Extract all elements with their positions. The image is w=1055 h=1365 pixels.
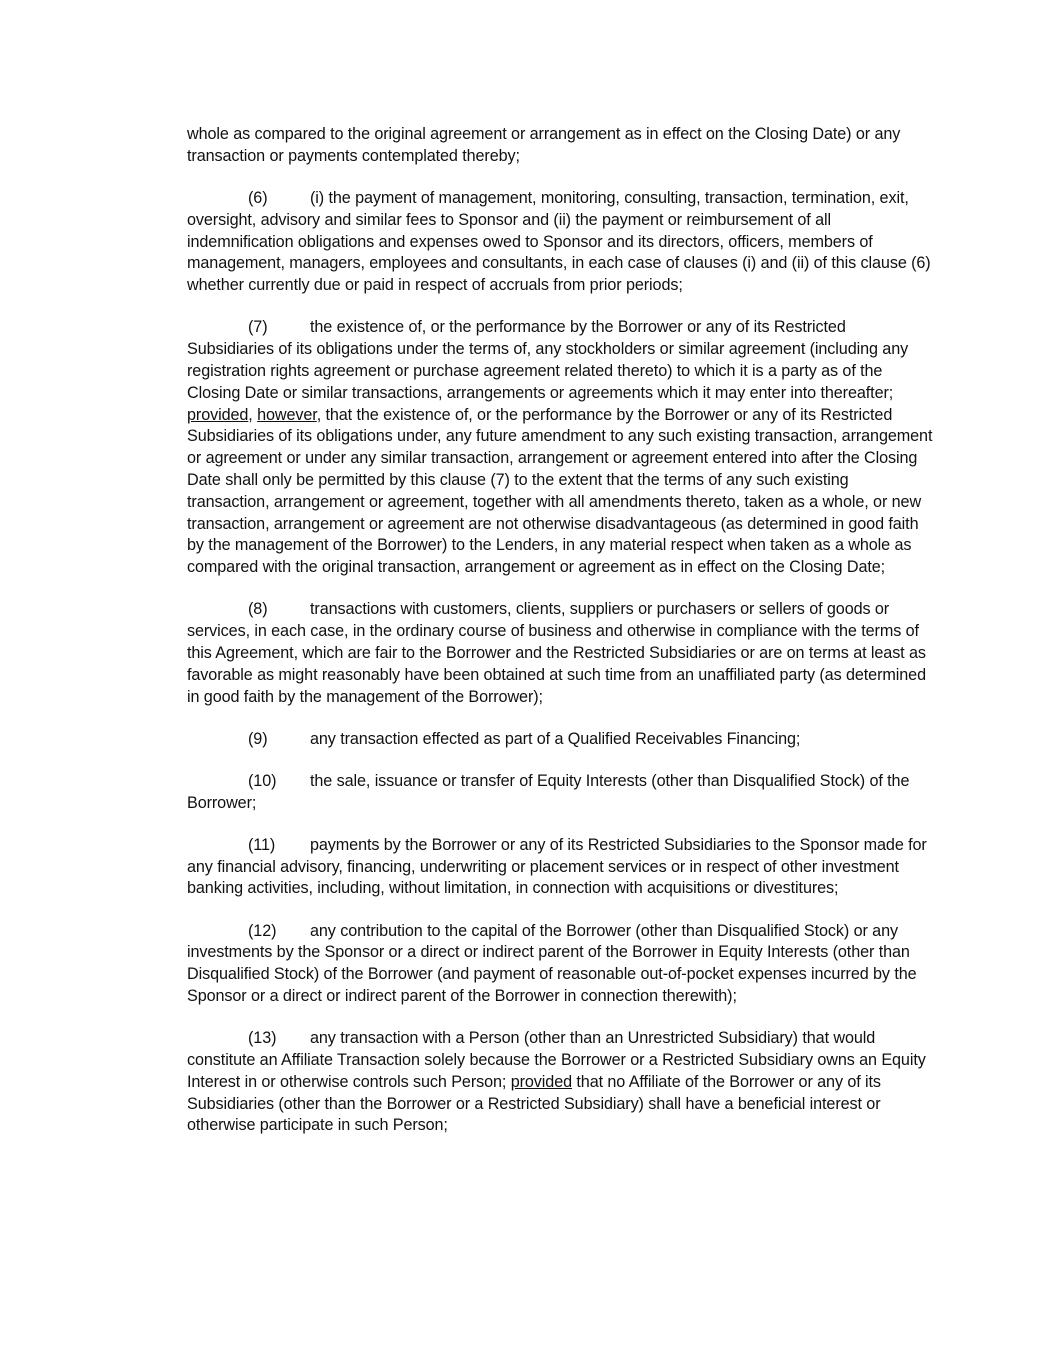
paragraph-11 [187, 835, 933, 900]
clause-number: (13) [248, 1029, 277, 1048]
paragraph-8 [187, 599, 933, 708]
paragraph-6 [187, 188, 933, 297]
paragraph-text: that no Affiliate of the Borrower or any of its Subsidiaries (other than the Borrower or a Restricted Subsidiary) shall have a beneficial interest or otherwise participate in such Person; [187, 1072, 881, 1135]
clause-number: (8) [248, 600, 268, 619]
paragraph-intro [187, 124, 933, 168]
paragraph-text: , that the existence of, or the performance by the Borrower or any of its Restricted Subsidiaries of its obligations under, any future amendment to any such existing transaction, arrangement or agreement or under any similar transaction, arrangement or agreement entered into after the Closing Date shall only be permitted by this clause (7) to the extent that the terms of any such existing transaction, arrangement or agreement, together with all amendments thereto, taken as a whole, or new transaction, arrangement or agreement are not otherwise disadvantageous (as determined in good faith by the management of the Borrower) to the Lenders, in any material respect when taken as a whole as compared with the original transaction, arrangement or agreement as in effect on the Closing Date; [187, 405, 933, 577]
paragraph-text: payments by the Borrower or any of its Restricted Subsidiaries to the Sponsor made for any financial advisory, financing, underwriting or placement services or in respect of other investment banking activities, including, without limitation, in connection with acquisitions or divestitures; [187, 835, 927, 898]
paragraph-text: (i) the payment of management, monitoring, consulting, transaction, termination, exit, oversight, advisory and similar fees to Sponsor and (ii) the payment or reimbursement of all indemnification obligations and expenses owed to Sponsor and its directors, officers, members of management, managers, employees and consultants, in each case of clauses (i) and (ii) of this clause (6) whether currently due or paid in respect of accruals from prior periods; [187, 188, 931, 295]
underlined-term: provided [510, 1072, 572, 1091]
paragraph-text: any transaction with a Person (other than an Unrestricted Subsidiary) that would constitute an Affiliate Transaction solely because the Borrower or a Restricted Subsidiary owns an Equity Interest in or otherwise controls such Person; [187, 1029, 926, 1091]
paragraph-13 [187, 1028, 933, 1137]
clause-number: (9) [248, 729, 268, 748]
clause-number: (7) [248, 318, 268, 337]
underlined-term: however [257, 405, 317, 424]
paragraph-text: any transaction effected as part of a Qualified Receivables Financing; [310, 729, 801, 748]
document-body [187, 124, 933, 1158]
paragraph-10 [187, 771, 933, 815]
clause-number: (12) [248, 921, 277, 940]
clause-number: (6) [248, 188, 268, 207]
paragraph-7 [187, 317, 933, 579]
paragraph-text: transactions with customers, clients, suppliers or purchasers or sellers of goods or services, in each case, in the ordinary course of business and otherwise in compliance with the terms of this Agreement, which are fair to the Borrower and the Restricted Subsidiaries or are on terms at least as favorable as might reasonably have been obtained at such time from an unaffiliated party (as determined in good faith by the management of the Borrower); [187, 600, 926, 706]
paragraph-text: the existence of, or the performance by the Borrower or any of its Restricted Subsidiaries of its obligations under the terms of, any stockholders or similar agreement (including any registration rights agreement or purchase agreement related thereto) to which it is a party as of the Closing Date or similar transactions, arrangements or agreements which it may enter into thereafter; [187, 318, 909, 402]
clause-number: (10) [248, 771, 277, 790]
clause-number: (11) [248, 835, 276, 854]
paragraph-text: , [248, 405, 258, 424]
paragraph-9 [187, 729, 933, 751]
paragraph-12 [187, 921, 933, 1008]
underlined-term: provided [187, 405, 249, 424]
paragraph-text: the sale, issuance or transfer of Equity Interests (other than Disqualified Stock) of the Borrower; [187, 771, 910, 812]
paragraph-text: any contribution to the capital of the Borrower (other than Disqualified Stock) or any investments by the Sponsor or a direct or indirect parent of the Borrower in Equity Interests (other than Disqualified Stock) of the Borrower (and payment of reasonable out-of-pocket expenses incurred by the Sponsor or a direct or indirect parent of the Borrower in connection therewith); [187, 921, 917, 1006]
paragraph-text: whole as compared to the original agreement or arrangement as in effect on the Closing Date) or any transaction or payments contemplated thereby; [187, 125, 901, 165]
